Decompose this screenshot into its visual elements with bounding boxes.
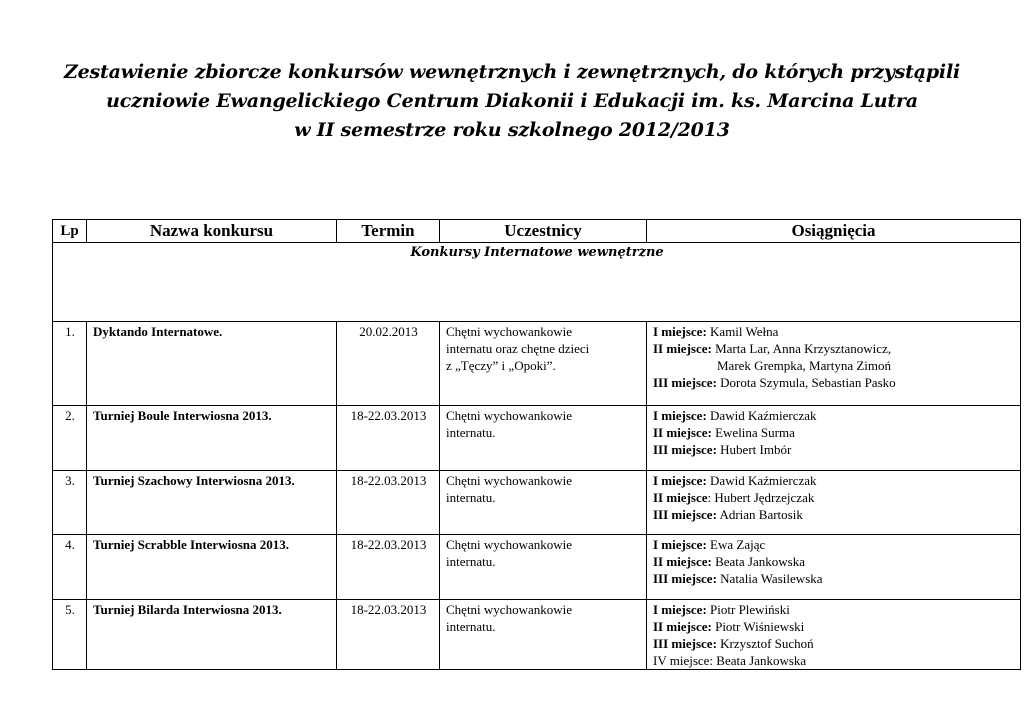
column-header-participants: Uczestnicy [440, 220, 647, 243]
title-line-3: w II semestrze roku szkolnego 2012/2013 [294, 119, 730, 141]
award-value: Marek Grempka, Martyna Zimoń [717, 358, 892, 373]
table-row [53, 322, 1021, 406]
award-value: Dawid Kaźmierczak [706, 473, 817, 488]
award-label: II miejsce: [653, 341, 712, 356]
achievements-cell [647, 406, 1021, 471]
participants-line: Chętni wychowankowie [446, 602, 573, 617]
award-line [653, 570, 1015, 587]
column-header-date: Termin [337, 220, 440, 243]
table-row [53, 471, 1021, 535]
participants-cell [440, 471, 647, 535]
award-value: Adrian Bartosik [716, 507, 803, 522]
award-label: I miejsce: [653, 537, 707, 552]
award-value: Piotr Wiśniewski [711, 619, 805, 634]
award-label: I miejsce: [653, 324, 707, 339]
contest-name: Dyktando Internatowe. [87, 322, 337, 406]
award-label: III miejsce: [653, 442, 717, 457]
contest-name: Turniej Boule Interwiosna 2013. [87, 406, 337, 471]
award-value: Krzysztof Suchoń [716, 636, 814, 651]
row-number: 1. [53, 322, 87, 406]
table-row [53, 600, 1021, 670]
contest-name: Turniej Bilarda Interwiosna 2013. [87, 600, 337, 670]
table-row [53, 535, 1021, 600]
award-value: Ewelina Surma [711, 425, 795, 440]
award-value: Ewa Zając [706, 537, 766, 552]
participants-line: Chętni wychowankowie [446, 537, 573, 552]
award-label: III miejsce: [653, 571, 717, 586]
column-header-achievements: Osiągnięcia [647, 220, 1021, 243]
award-line [653, 553, 1015, 570]
award-line [653, 601, 1015, 618]
award-value: : Hubert Jędrzejczak [707, 490, 815, 505]
participants-cell [440, 322, 647, 406]
achievements-cell [647, 471, 1021, 535]
award-label: I miejsce: [653, 602, 707, 617]
award-value: Dorota Szymula, Sebastian Pasko [716, 375, 896, 390]
award-value: Beata Jankowska [711, 554, 805, 569]
award-value: Marta Lar, Anna Krzysztanowicz, [711, 341, 892, 356]
achievements-cell [647, 600, 1021, 670]
award-label: III miejsce: [653, 375, 717, 390]
participants-cell [440, 600, 647, 670]
award-value: Kamil Wełna [706, 324, 779, 339]
award-value: IV miejsce: Beata Jankowska [653, 653, 807, 668]
participants-line: internatu oraz chętne dzieci [446, 341, 590, 356]
award-line [653, 472, 1015, 489]
award-label: III miejsce: [653, 507, 717, 522]
award-value: Piotr Plewiński [706, 602, 790, 617]
participants-cell [440, 535, 647, 600]
section-row [53, 243, 1021, 322]
award-line [653, 407, 1015, 424]
participants-line: internatu. [446, 425, 496, 440]
document-title [0, 58, 1024, 145]
award-line [653, 374, 1015, 391]
contest-date: 18-22.03.2013 [337, 600, 440, 670]
participants-line: z „Tęczy” i „Opoki”. [446, 358, 556, 373]
award-label: II miejsce: [653, 554, 712, 569]
participants-line: Chętni wychowankowie [446, 324, 573, 339]
contest-name: Turniej Szachowy Interwiosna 2013. [87, 471, 337, 535]
participants-line: internatu. [446, 490, 496, 505]
achievements-cell [647, 322, 1021, 406]
award-value: Natalia Wasilewska [716, 571, 823, 586]
award-line [653, 441, 1015, 458]
contest-date: 18-22.03.2013 [337, 535, 440, 600]
row-number: 4. [53, 535, 87, 600]
row-number: 2. [53, 406, 87, 471]
contest-date: 20.02.2013 [337, 322, 440, 406]
award-line [653, 323, 1015, 340]
participants-line: Chętni wychowankowie [446, 408, 573, 423]
award-line [653, 652, 1015, 669]
participants-line: Chętni wychowankowie [446, 473, 573, 488]
award-line [653, 340, 1015, 357]
contest-name: Turniej Scrabble Interwiosna 2013. [87, 535, 337, 600]
title-line-2: uczniowie Ewangelickiego Centrum Diakonii i Edukacji im. ks. Marcina Lutra [106, 90, 918, 112]
award-label: II miejsce: [653, 619, 712, 634]
table-header-row [53, 220, 1021, 243]
participants-line: internatu. [446, 619, 496, 634]
contest-date: 18-22.03.2013 [337, 406, 440, 471]
row-number: 5. [53, 600, 87, 670]
row-number: 3. [53, 471, 87, 535]
column-header-lp: Lp [53, 220, 87, 243]
award-line [653, 618, 1015, 635]
section-title: Konkursy Internatowe wewnętrzne [53, 243, 1021, 322]
award-value: Hubert Imbór [716, 442, 792, 457]
award-line [653, 506, 1015, 523]
award-line [653, 489, 1015, 506]
achievements-cell [647, 535, 1021, 600]
award-label: II miejsce [653, 490, 708, 505]
column-header-name: Nazwa konkursu [87, 220, 337, 243]
award-label: I miejsce: [653, 408, 707, 423]
participants-line: internatu. [446, 554, 496, 569]
contest-date: 18-22.03.2013 [337, 471, 440, 535]
contests-table [52, 219, 1021, 670]
table-row [53, 406, 1021, 471]
award-line-continued [653, 357, 1015, 374]
award-label: II miejsce: [653, 425, 712, 440]
award-line [653, 424, 1015, 441]
participants-cell [440, 406, 647, 471]
award-label: I miejsce: [653, 473, 707, 488]
award-line [653, 635, 1015, 652]
title-line-1: Zestawienie zbiorcze konkursów wewnętrznych i zewnętrznych, do których przystąpili [64, 61, 960, 83]
award-value: Dawid Kaźmierczak [706, 408, 817, 423]
award-line [653, 536, 1015, 553]
award-label: III miejsce: [653, 636, 717, 651]
